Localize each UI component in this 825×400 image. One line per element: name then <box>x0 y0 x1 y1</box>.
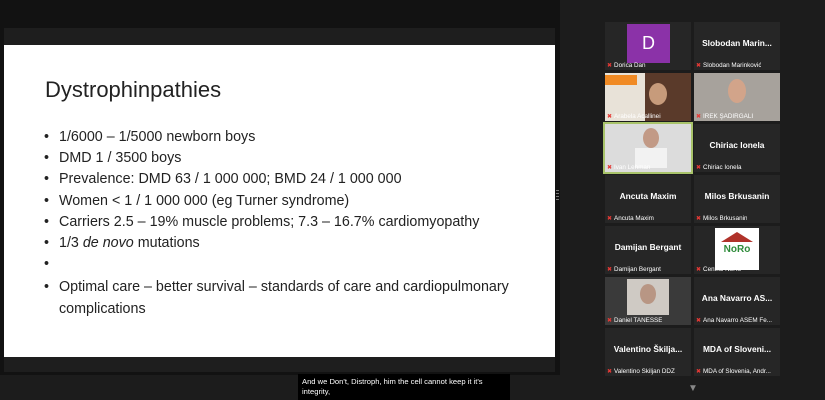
participant-tile-photo[interactable]: ✖ Daniel TANESSE <box>605 277 691 325</box>
slide-bottom-bar <box>4 357 555 372</box>
mic-muted-icon: ✖ <box>607 369 613 375</box>
bullet-item: • Women < 1 / 1 000 000 (eg Turner syndrome) <box>44 192 350 209</box>
bullet-item: • Optimal care – better survival – standards of care and cardiopulmonary complications <box>44 279 509 317</box>
participant-photo <box>627 279 669 315</box>
mic-muted-icon: ✖ <box>607 267 613 273</box>
mic-muted-icon: ✖ <box>696 216 702 222</box>
participant-tile[interactable]: MDA of Sloveni... ✖ MDA of Slovenia, Andr... <box>694 328 780 376</box>
participant-tile[interactable]: Valentino Škilja... ✖ Valentino Škiljan DDZ <box>605 328 691 376</box>
presentation-slide <box>4 45 555 357</box>
bullet-item-empty: • <box>44 256 50 273</box>
participant-tile-video[interactable]: ✖ İREK ŞADIRGALI <box>694 73 780 121</box>
participant-tile[interactable]: D ✖ Dorica Dan <box>605 22 691 70</box>
live-caption: And we Don't, Distroph, him the cell cannot keep it it's integrity, <box>298 374 510 400</box>
mic-muted-icon: ✖ <box>607 63 613 69</box>
mic-muted-icon: ✖ <box>607 114 613 120</box>
mic-muted-icon: ✖ <box>696 267 702 273</box>
participant-tile[interactable]: Ana Navarro AS... ✖ Ana Navarro ASEM Fe... <box>694 277 780 325</box>
slide-bullet-list <box>44 127 544 320</box>
participant-tile[interactable]: Ancuta Maxim ✖ Ancuta Maxim <box>605 175 691 223</box>
mic-muted-icon: ✖ <box>607 318 613 324</box>
mic-muted-icon: ✖ <box>696 63 702 69</box>
participant-tile[interactable]: NoRo ✖ Central NoRo <box>694 226 780 274</box>
noro-logo: NoRo <box>715 228 759 270</box>
participant-tile[interactable]: Chiriac Ionela ✖ Chiriac Ionela <box>694 124 780 172</box>
bullet-item: • Prevalence: DMD 63 / 1 000 000; BMD 24 / 1 000 000 <box>44 171 402 188</box>
mic-muted-icon: ✖ <box>696 165 702 171</box>
mic-muted-icon: ✖ <box>696 318 702 324</box>
mic-muted-icon: ✖ <box>696 369 702 375</box>
slide-title: Dystrophinpathies <box>45 77 222 102</box>
participant-tile-video[interactable]: ✖ Arabela Acallinei <box>605 73 691 121</box>
split-resize-handle[interactable] <box>556 190 559 206</box>
mic-muted-icon: ✖ <box>607 165 613 171</box>
bullet-item: • 1/6000 – 1/5000 newborn boys <box>44 129 256 145</box>
bullet-item: • DMD 1 / 3500 boys <box>44 150 182 167</box>
participant-video <box>649 83 667 105</box>
participant-tile[interactable]: Slobodan Marin... ✖ Slobodan Marinković <box>694 22 780 70</box>
bullet-item: • Carriers 2.5 – 19% muscle problems; 7.3 – 16.7% cardiomyopathy <box>44 213 480 230</box>
participant-video <box>728 79 746 103</box>
mic-muted-icon: ✖ <box>607 216 613 222</box>
roof-shape <box>721 232 753 242</box>
slide-top-bar <box>4 28 555 45</box>
banner-shape <box>605 75 637 85</box>
participant-video <box>643 128 659 148</box>
avatar: D <box>627 24 670 63</box>
chevron-down-icon[interactable]: ▼ <box>688 383 698 394</box>
bullet-item: • 1/3 de novo mutations <box>44 235 200 252</box>
participant-tile[interactable]: Damijan Bergant ✖ Damijan Bergant <box>605 226 691 274</box>
mic-muted-icon: ✖ <box>696 114 702 120</box>
participant-tile[interactable]: Milos Brkusanin ✖ Milos Brkusanin <box>694 175 780 223</box>
participant-tile-video-active[interactable]: ✖ Ivan Lehman <box>605 124 691 172</box>
